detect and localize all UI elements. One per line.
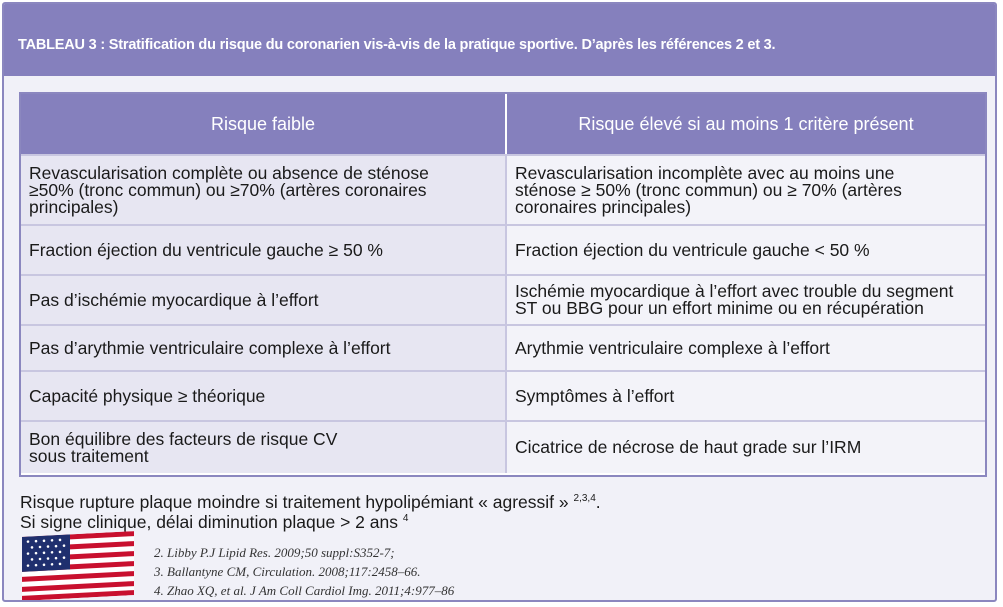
cell-line: Fraction éjection du ventricule gauche < 50 % <box>515 239 870 260</box>
note-1-sup: 2,3,4 <box>573 493 596 504</box>
table-row <box>21 420 985 473</box>
note-1-text: Risque rupture plaque moindre si traitement hypolipémiant « agressif » <box>20 492 569 512</box>
note-2-sup: 4 <box>402 513 409 524</box>
cell-low-risk <box>21 326 507 370</box>
cell-low-risk-text <box>29 162 429 217</box>
cell-low-risk-text <box>29 289 319 310</box>
cell-line: sténose ≥ 50% (tronc commun) ou ≥ 70% (artères <box>515 179 902 200</box>
cell-low-risk-text <box>29 428 338 466</box>
cell-low-risk <box>21 276 507 324</box>
cell-line: Pas d’arythmie ventriculaire complexe à l’effort <box>29 337 391 358</box>
cell-line: Arythmie ventriculaire complexe à l’effort <box>515 337 830 358</box>
cell-high-risk-text <box>515 385 675 406</box>
cell-high-risk <box>507 276 985 324</box>
cell-high-risk-text <box>515 162 902 217</box>
table-row <box>21 224 985 274</box>
cell-high-risk <box>507 422 985 473</box>
cell-low-risk <box>21 226 507 274</box>
note-1-end: . <box>595 492 601 512</box>
reference-3: 3. Ballantyne CM, Circulation. 2008;117:2458–66. <box>154 564 421 579</box>
cell-high-risk <box>507 156 985 224</box>
table-row <box>21 370 985 420</box>
cell-line: Symptômes à l’effort <box>515 385 675 406</box>
cell-low-risk-text <box>29 239 383 260</box>
us-flag-icon <box>22 531 134 601</box>
table-title: TABLEAU 3 : Stratification du risque du coronarien vis-à-vis de la pratique sportive. D’après les références 2 et 3. <box>18 37 776 53</box>
cell-high-risk-text <box>515 283 953 317</box>
table-panel <box>2 2 997 602</box>
cell-high-risk <box>507 226 985 274</box>
table-row <box>21 274 985 324</box>
table-body <box>21 154 985 473</box>
cell-high-risk <box>507 372 985 420</box>
cell-low-risk-text <box>29 337 391 358</box>
table-header <box>21 94 985 154</box>
cell-low-risk <box>21 372 507 420</box>
cell-high-risk-text <box>515 337 830 358</box>
cell-line: Ischémie myocardique à l’effort avec trouble du segment <box>515 281 954 301</box>
header-low-risk: Risque faible <box>21 94 507 154</box>
cell-high-risk <box>507 326 985 370</box>
title-bar <box>4 4 995 76</box>
reference-2: 2. Libby P.J Lipid Res. 2009;50 suppl:S352-7; <box>154 545 395 560</box>
note-line-2 <box>20 510 408 531</box>
reference-4: 4. Zhao XQ, et al. J Am Coll Cardiol Img. 2011;4:977–86 <box>154 583 455 598</box>
cell-line: sous traitement <box>29 445 149 466</box>
cell-line: Capacité physique ≥ théorique <box>29 385 266 406</box>
header-high-risk: Risque élevé si au moins 1 critère présent <box>578 113 914 134</box>
cell-line: Fraction éjection du ventricule gauche ≥ 50 % <box>29 239 383 260</box>
cell-line: Bon équilibre des facteurs de risque CV <box>29 428 338 449</box>
cell-line: ST ou BBG pour un effort minime ou en récupération <box>515 298 924 318</box>
table-row <box>21 324 985 370</box>
cell-line: principales) <box>29 196 119 217</box>
cell-line: Cicatrice de nécrose de haut grade sur l’IRM <box>515 437 862 457</box>
cell-high-risk-text <box>515 239 870 260</box>
cell-low-risk-text <box>29 385 266 406</box>
cell-line: Pas d’ischémie myocardique à l’effort <box>29 289 319 310</box>
note-line-1 <box>20 490 601 511</box>
cell-low-risk <box>21 156 507 224</box>
cell-line: Revascularisation incomplète avec au moins une <box>515 162 895 183</box>
risk-table <box>19 92 987 477</box>
cell-line: coronaires principales) <box>515 196 692 217</box>
table-row <box>21 154 985 224</box>
cell-low-risk <box>21 422 507 473</box>
cell-line: ≥50% (tronc commun) ou ≥70% (artères coronaires <box>29 179 427 200</box>
cell-high-risk-text <box>515 439 861 456</box>
references <box>154 543 454 600</box>
cell-line: Revascularisation complète ou absence de sténose <box>29 162 429 183</box>
note-2-text: Si signe clinique, délai diminution plaque > 2 ans <box>20 512 398 532</box>
